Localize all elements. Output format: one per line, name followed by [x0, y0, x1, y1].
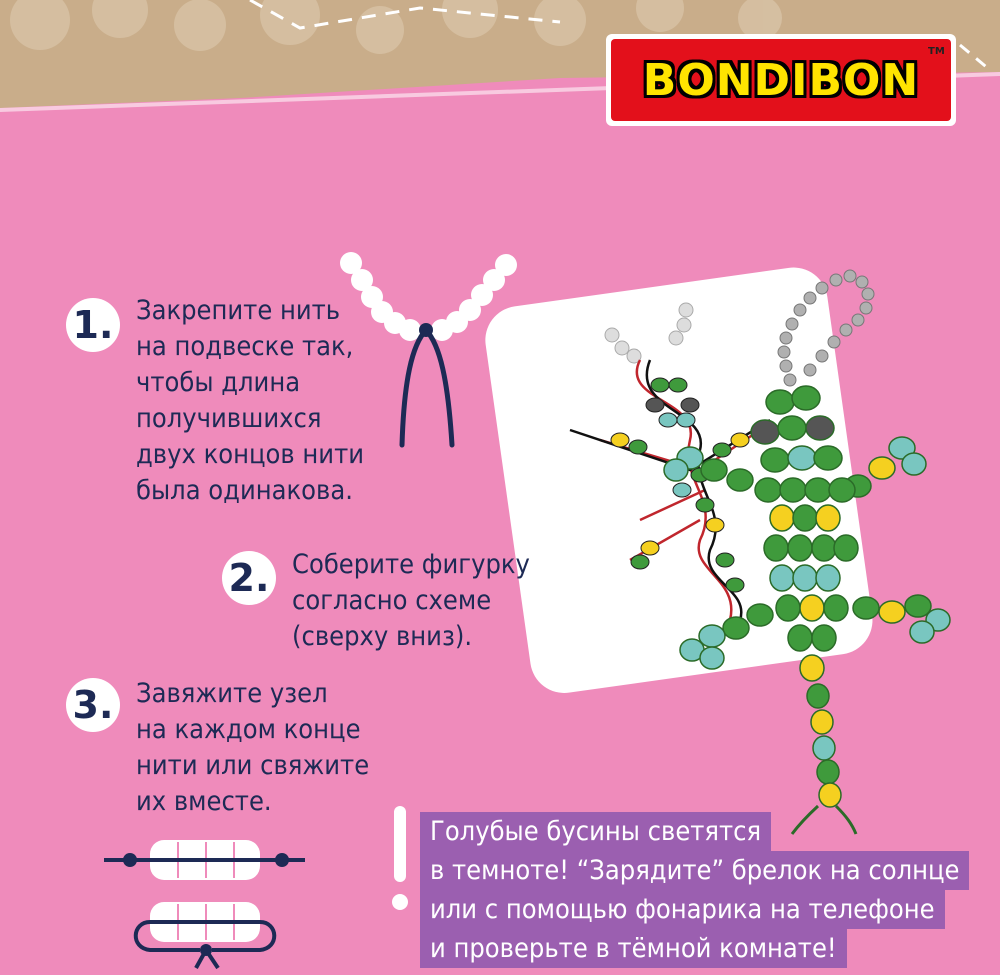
step-3-text: Завяжите узел на каждом конце нити или свяжите их вместе. — [136, 678, 370, 817]
pendant-thread-icon — [340, 252, 517, 445]
exclamation-icon — [394, 806, 406, 882]
knot-diagram-icon — [104, 840, 305, 968]
trademark-mark: TM — [928, 46, 945, 57]
note-line-4: и проверьте в тёмной комнате! — [420, 929, 847, 968]
step-2-number: 2. — [222, 551, 276, 605]
note-line-1: Голубые бусины светятся — [420, 812, 771, 851]
step-2-text: Соберите фигурку согласно схеме (сверху вниз). — [292, 549, 530, 652]
beaded-lizard-keychain-icon — [664, 270, 950, 834]
step-1-number: 1. — [66, 298, 120, 352]
step-3-number: 3. — [66, 678, 120, 732]
note-line-2: в темноте! “Зарядите” брелок на солнце — [420, 851, 969, 890]
exclamation-dot-icon — [392, 894, 408, 910]
note-line-3: или с помощью фонарика на телефоне — [420, 890, 945, 929]
brand-name: BONDIBON — [642, 54, 920, 106]
step-1-text: Закрепите нить на подвеске так, чтобы длина получившихся двух концов нити была одинакова. — [136, 295, 364, 506]
